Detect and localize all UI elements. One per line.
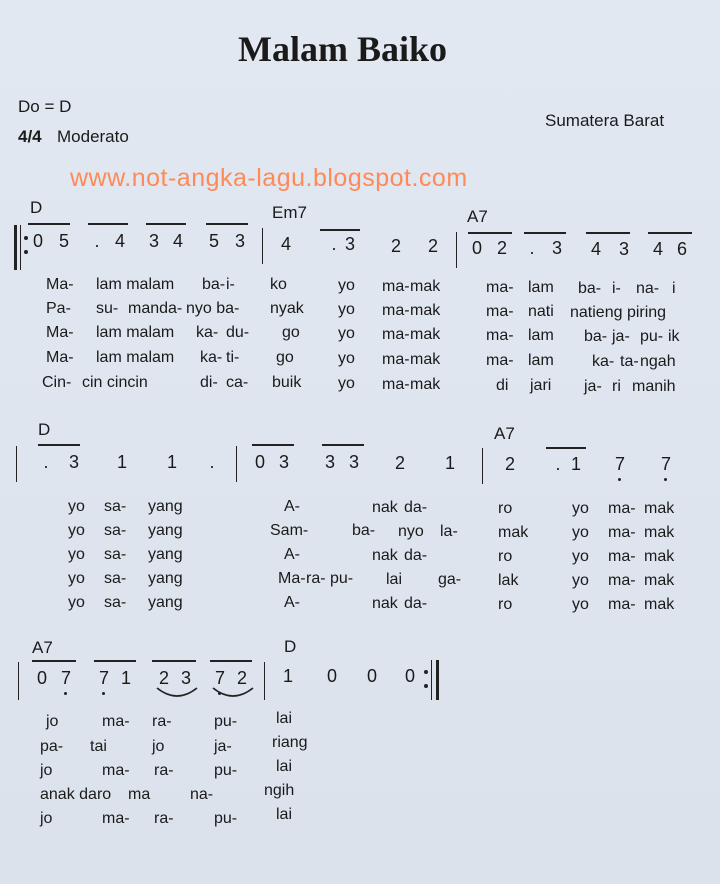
- slur-mark: [210, 686, 256, 702]
- lyric-syllable: go: [276, 349, 294, 366]
- barline: [264, 662, 265, 700]
- lyric-syllable: jo: [46, 713, 59, 730]
- note: 6: [676, 239, 687, 259]
- note: 2: [394, 453, 405, 473]
- lyric-syllable: yang: [148, 522, 183, 539]
- lyric-syllable: ma-: [608, 596, 636, 613]
- lyric-syllable: ca-: [226, 374, 249, 391]
- lyric-syllable: yo: [572, 572, 589, 589]
- lyric-syllable: yo: [338, 325, 355, 342]
- lyric-syllable: pu-: [214, 713, 238, 730]
- note: 2: [158, 668, 169, 688]
- note: 0: [471, 238, 482, 258]
- lyric-syllable: yo: [338, 301, 355, 318]
- lyric-syllable: i-: [612, 280, 621, 297]
- lyric-syllable: ba-: [584, 328, 608, 345]
- lyric-syllable: ma-: [382, 302, 410, 319]
- lyric-syllable: ba-: [352, 522, 376, 539]
- chord-label: D: [284, 637, 297, 656]
- song-origin: Sumatera Barat: [545, 111, 665, 130]
- lyric-syllable: ma-: [382, 278, 410, 295]
- chord-label: D: [38, 420, 51, 439]
- lyric-syllable: du-: [226, 324, 250, 341]
- lyric-syllable: yo: [338, 277, 355, 294]
- lyric-syllable: ko: [270, 276, 287, 293]
- lyric-syllable: ro: [498, 500, 513, 517]
- lyric-syllable: lai: [276, 758, 293, 775]
- low-octave-dot: [64, 692, 67, 695]
- lyric-syllable: ja-: [584, 378, 602, 395]
- lyric-syllable: ka-: [200, 349, 223, 366]
- note: 3: [148, 231, 159, 251]
- chord-label: Em7: [272, 203, 307, 222]
- lyric-syllable: yo: [572, 524, 589, 541]
- note: .: [331, 234, 337, 254]
- note: 3: [68, 452, 79, 472]
- lyric-syllable: riang: [272, 734, 308, 751]
- lyric-syllable: ti-: [226, 349, 240, 366]
- beam: [586, 232, 630, 234]
- lyric-syllable: yo: [572, 548, 589, 565]
- lyric-syllable: da-: [404, 499, 428, 516]
- lyric-syllable: lak: [498, 572, 519, 589]
- lyric-syllable: ma-: [382, 351, 410, 368]
- lyric-syllable: nyo ba-: [186, 300, 240, 317]
- lyric-syllable: sa-: [104, 522, 127, 539]
- lyric-syllable: ma-: [608, 548, 636, 565]
- lyric-syllable: nyo: [398, 523, 424, 540]
- lyric-syllable: Pa-: [46, 300, 71, 317]
- lyric-syllable: ma-: [102, 762, 130, 779]
- note: 1: [120, 668, 131, 688]
- lyric-syllable: A-: [284, 498, 300, 515]
- lyric-syllable: yang: [148, 570, 183, 587]
- beam: [252, 444, 294, 446]
- lyric-syllable: mak: [410, 351, 441, 368]
- lyric-syllable: yo: [338, 375, 355, 392]
- lyric-syllable: nyak: [270, 300, 304, 317]
- lyric-syllable: ma-: [486, 327, 514, 344]
- lyric-syllable: pu-: [214, 810, 238, 827]
- lyric-syllable: la-: [440, 523, 458, 540]
- note: 1: [444, 453, 455, 473]
- song-title: Malam Baiko: [238, 29, 448, 69]
- lyric-syllable: anak daro: [40, 786, 112, 803]
- repeat-dot: [424, 684, 428, 688]
- lyric-syllable: ra-: [306, 570, 326, 587]
- note: 0: [326, 666, 337, 686]
- lyric-syllable: yo: [68, 570, 85, 587]
- note: 3: [278, 452, 289, 472]
- note: 4: [280, 234, 291, 254]
- lyric-syllable: pu-: [214, 762, 238, 779]
- note: 3: [344, 234, 355, 254]
- repeat-end-barline: [431, 660, 432, 700]
- lyric-syllable: ba-: [202, 276, 226, 293]
- lyric-syllable: natieng piring: [570, 304, 667, 321]
- slur-mark: [154, 686, 200, 702]
- lyric-syllable: pu-: [330, 570, 354, 587]
- lyric-syllable: sa-: [104, 570, 127, 587]
- lyric-syllable: manda-: [128, 300, 183, 317]
- barline: [16, 446, 17, 482]
- lyric-syllable: ta-: [620, 353, 639, 370]
- beam: [468, 232, 512, 234]
- lyric-syllable: lam: [528, 352, 554, 369]
- lyric-syllable: ma-: [608, 572, 636, 589]
- lyric-syllable: ngih: [264, 782, 295, 799]
- note: .: [529, 238, 535, 258]
- lyric-syllable: yo: [68, 546, 85, 563]
- lyric-syllable: lai: [276, 806, 293, 823]
- lyric-syllable: lam malam: [96, 276, 175, 293]
- lyric-syllable: yo: [68, 498, 85, 515]
- lyric-syllable: ma-: [102, 810, 130, 827]
- note: 4: [172, 231, 183, 251]
- note: 0: [36, 668, 47, 688]
- beam: [546, 447, 586, 449]
- chord-label: A7: [467, 207, 488, 226]
- low-octave-dot: [618, 478, 621, 481]
- lyric-syllable: ma-: [486, 303, 514, 320]
- lyric-syllable: mak: [410, 302, 441, 319]
- note: 4: [652, 239, 663, 259]
- beam: [524, 232, 566, 234]
- lyric-syllable: ma-: [608, 500, 636, 517]
- lyric-syllable: tai: [90, 738, 107, 755]
- note: 3: [324, 452, 335, 472]
- beam: [94, 660, 136, 662]
- beam: [88, 223, 128, 225]
- lyric-syllable: yo: [572, 500, 589, 517]
- lyric-syllable: ma-: [608, 524, 636, 541]
- lyric-syllable: da-: [404, 547, 428, 564]
- lyric-syllable: ri: [612, 378, 621, 395]
- note: 3: [551, 238, 562, 258]
- lyric-syllable: pu-: [640, 328, 664, 345]
- note: .: [209, 452, 215, 472]
- chord-label: A7: [32, 638, 53, 657]
- barline: [262, 228, 263, 264]
- lyric-syllable: lam: [528, 327, 554, 344]
- note: 7: [660, 454, 671, 474]
- note: 3: [180, 668, 191, 688]
- lyric-syllable: jo: [40, 762, 53, 779]
- note: 1: [570, 454, 581, 474]
- lyric-syllable: mak: [498, 524, 529, 541]
- note: 0: [254, 452, 265, 472]
- lyric-syllable: ma-: [486, 352, 514, 369]
- lyric-syllable: Ma-: [46, 324, 74, 341]
- chord-label: D: [30, 198, 43, 217]
- lyric-syllable: ik: [668, 328, 680, 345]
- lyric-syllable: sa-: [104, 546, 127, 563]
- lyric-syllable: yang: [148, 546, 183, 563]
- note: 7: [60, 668, 71, 688]
- repeat-start-barline: [20, 225, 21, 270]
- beam: [210, 660, 252, 662]
- lyric-syllable: sa-: [104, 498, 127, 515]
- note: 7: [214, 668, 225, 688]
- lyric-syllable: Ma-: [46, 276, 74, 293]
- beam: [146, 223, 186, 225]
- tempo-marking: Moderato: [57, 127, 129, 146]
- lyric-syllable: mak: [410, 376, 441, 393]
- note: 7: [614, 454, 625, 474]
- lyric-syllable: ba-: [578, 280, 602, 297]
- note: 2: [427, 236, 438, 256]
- note: 2: [504, 454, 515, 474]
- note: .: [94, 231, 100, 251]
- lyric-syllable: lam malam: [96, 349, 175, 366]
- lyric-syllable: jo: [152, 738, 165, 755]
- lyric-syllable: ja-: [612, 328, 630, 345]
- lyric-syllable: ka-: [196, 324, 219, 341]
- lyric-syllable: ngah: [640, 353, 676, 370]
- lyric-syllable: di-: [200, 374, 218, 391]
- barline: [18, 662, 19, 700]
- lyric-syllable: ra-: [152, 713, 172, 730]
- lyric-syllable: Ma-: [278, 570, 306, 587]
- lyric-syllable: mak: [644, 596, 675, 613]
- beam: [38, 444, 80, 446]
- note: 3: [618, 239, 629, 259]
- lyric-syllable: Sam-: [270, 522, 309, 539]
- lyric-syllable: na-: [636, 280, 660, 297]
- lyric-syllable: go: [282, 324, 300, 341]
- repeat-dot: [424, 670, 428, 674]
- watermark-url: www.not-angka-lagu.blogspot.com: [70, 164, 468, 192]
- lyric-syllable: ro: [498, 596, 513, 613]
- barline: [482, 448, 483, 484]
- note: .: [555, 454, 561, 474]
- beam: [28, 223, 70, 225]
- note: 5: [58, 231, 69, 251]
- lyric-syllable: lai: [386, 571, 403, 588]
- lyric-syllable: nak: [372, 547, 398, 564]
- lyric-syllable: Ma-: [46, 349, 74, 366]
- lyric-syllable: jari: [530, 377, 552, 394]
- lyric-syllable: ra-: [154, 762, 174, 779]
- lyric-syllable: nak: [372, 595, 398, 612]
- lyric-syllable: mak: [644, 548, 675, 565]
- lyric-syllable: nati: [528, 303, 554, 320]
- lyric-syllable: yang: [148, 498, 183, 515]
- note: 2: [496, 238, 507, 258]
- lyric-syllable: mak: [644, 524, 675, 541]
- lyric-syllable: A-: [284, 594, 300, 611]
- note: 1: [282, 666, 293, 686]
- lyric-syllable: A-: [284, 546, 300, 563]
- lyric-syllable: ga-: [438, 571, 462, 588]
- lyric-syllable: sa-: [104, 594, 127, 611]
- lyric-syllable: jo: [40, 810, 53, 827]
- lyric-syllable: ja-: [214, 738, 232, 755]
- lyric-syllable: na-: [190, 786, 214, 803]
- note: 1: [116, 452, 127, 472]
- lyric-syllable: Cin-: [42, 374, 72, 391]
- barline: [456, 232, 457, 268]
- note: 4: [590, 239, 601, 259]
- lyric-syllable: pa-: [40, 738, 64, 755]
- lyric-syllable: mak: [644, 500, 675, 517]
- lyric-syllable: mak: [410, 326, 441, 343]
- lyric-syllable: yo: [68, 594, 85, 611]
- lyric-syllable: ra-: [154, 810, 174, 827]
- time-signature: 4/4: [18, 127, 42, 146]
- lyric-syllable: lam: [528, 279, 554, 296]
- lyric-syllable: ma: [128, 786, 151, 803]
- lyric-syllable: su-: [96, 300, 119, 317]
- beam: [320, 229, 360, 231]
- lyric-syllable: nak: [372, 499, 398, 516]
- lyric-syllable: manih: [632, 378, 676, 395]
- lyric-syllable: lam malam: [96, 324, 175, 341]
- beam: [322, 444, 364, 446]
- lyric-syllable: yang: [148, 594, 183, 611]
- note: 3: [234, 231, 245, 251]
- lyric-syllable: ma-: [486, 279, 514, 296]
- lyric-syllable: yo: [572, 596, 589, 613]
- barline: [236, 446, 237, 482]
- note: 7: [98, 668, 109, 688]
- note: 2: [236, 668, 247, 688]
- repeat-end-barline: [436, 660, 439, 700]
- lyric-syllable: yo: [338, 350, 355, 367]
- beam: [206, 223, 248, 225]
- repeat-start-barline: [14, 225, 17, 270]
- lyric-syllable: ka-: [592, 353, 615, 370]
- note: 0: [404, 666, 415, 686]
- beam: [648, 232, 692, 234]
- note: 1: [166, 452, 177, 472]
- note: 5: [208, 231, 219, 251]
- lyric-syllable: buik: [272, 374, 302, 391]
- chord-label: A7: [494, 424, 515, 443]
- lyric-syllable: i-: [226, 276, 235, 293]
- lyric-syllable: ma-: [382, 326, 410, 343]
- lyric-syllable: mak: [644, 572, 675, 589]
- low-octave-dot: [102, 692, 105, 695]
- lyric-syllable: da-: [404, 595, 428, 612]
- note: 4: [114, 231, 125, 251]
- lyric-syllable: ro: [498, 548, 513, 565]
- lyric-syllable: mak: [410, 278, 441, 295]
- lyric-syllable: yo: [68, 522, 85, 539]
- lyric-syllable: ma-: [102, 713, 130, 730]
- beam: [32, 660, 76, 662]
- lyric-syllable: i: [672, 280, 676, 297]
- beam: [152, 660, 196, 662]
- key-signature: Do = D: [18, 97, 72, 116]
- note: .: [43, 452, 49, 472]
- note: 2: [390, 236, 401, 256]
- lyric-syllable: lai: [276, 710, 293, 727]
- lyric-syllable: ma-: [382, 376, 410, 393]
- lyric-syllable: di: [496, 377, 509, 394]
- note: 3: [348, 452, 359, 472]
- low-octave-dot: [664, 478, 667, 481]
- note: 0: [366, 666, 377, 686]
- note: 0: [32, 231, 43, 251]
- lyric-syllable: cin cincin: [82, 374, 148, 391]
